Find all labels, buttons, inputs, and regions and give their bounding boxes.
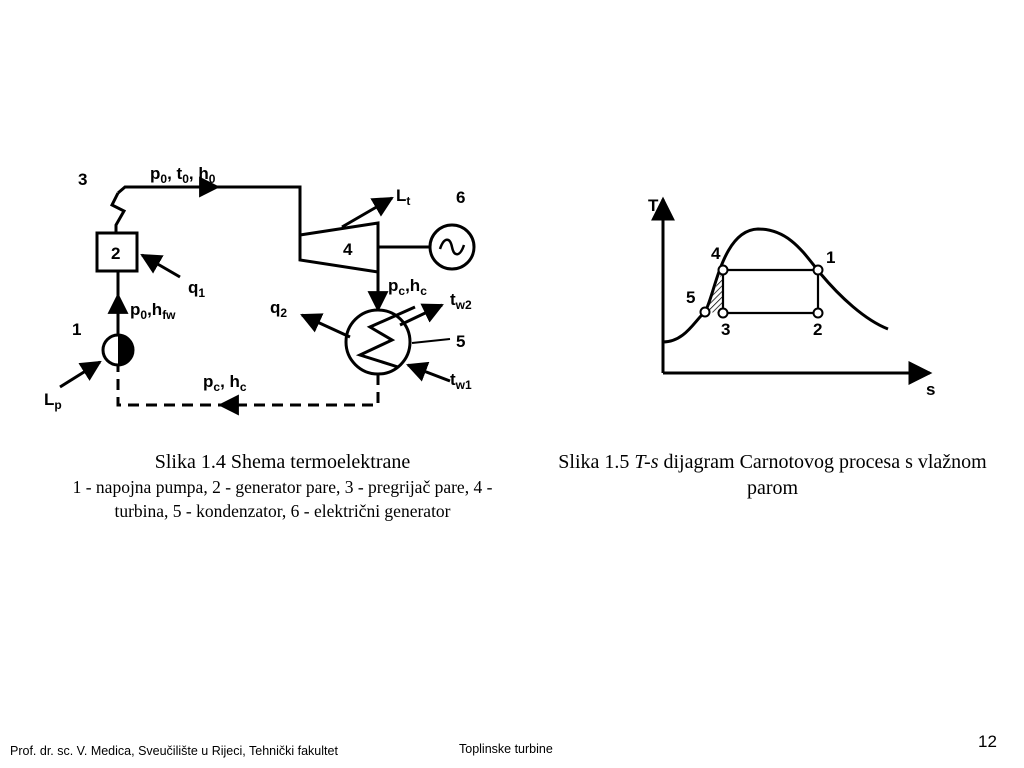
caption-figure-1-4 bbox=[45, 449, 520, 523]
carnot-cycle bbox=[723, 270, 818, 313]
point-1 bbox=[814, 266, 823, 275]
label-5: 5 bbox=[456, 332, 466, 351]
condensate-return-line bbox=[118, 365, 378, 405]
ts-diagram bbox=[630, 185, 960, 405]
point-3 bbox=[719, 309, 728, 318]
caption-legend: 1 - napojna pumpa, 2 - generator pare, 3 - pregrijač pare, 4 - turbina, 5 - kondenzator, 6 - električni generator bbox=[72, 477, 493, 521]
superheater bbox=[112, 193, 124, 233]
label-point-1: 1 bbox=[826, 248, 836, 267]
label-point-5: 5 bbox=[686, 288, 696, 307]
saturation-curve bbox=[663, 229, 888, 342]
main-steam-state-label: $p_0$, $t_0$, $h_0$ bbox=[150, 164, 216, 186]
exhaust-state-label: $p_c,h_c$ bbox=[388, 276, 427, 298]
label-point-3: 3 bbox=[721, 320, 731, 339]
hatched-preheat-region bbox=[705, 270, 723, 313]
q2-label: $q_2$ bbox=[270, 298, 288, 320]
q1-label: $q_1$ bbox=[188, 278, 206, 300]
return-state-label: $p_c$, $h_c$ bbox=[203, 372, 247, 394]
caption-title: Slika 1.5 T-s dijagram Carnotovog procesa s vlažnom parom bbox=[558, 451, 987, 499]
q2-arrow bbox=[302, 315, 350, 337]
label-1: 1 bbox=[72, 320, 82, 339]
tw1-label: $t_{w1}$ bbox=[450, 370, 472, 392]
point-4 bbox=[719, 266, 728, 275]
axis-label-s: s bbox=[926, 380, 936, 399]
pump-work-arrow bbox=[60, 362, 100, 387]
caption-figure-1-5 bbox=[545, 449, 1000, 501]
tw1-arrow bbox=[408, 365, 450, 381]
tw2-label: $t_{w2}$ bbox=[450, 290, 472, 312]
label-point-2: 2 bbox=[813, 320, 823, 339]
power-plant-scheme bbox=[30, 155, 500, 425]
footer-author: Prof. dr. sc. V. Medica, Sveučilište u Rijeci, Tehnički fakultet bbox=[10, 744, 338, 758]
condenser-5-leader bbox=[412, 339, 450, 343]
footer-course-title: Toplinske turbine bbox=[459, 742, 553, 756]
feed-state-label: $p_0,h_{fw}$ bbox=[130, 300, 176, 322]
label-3: 3 bbox=[78, 170, 88, 189]
turbine-work-arrow bbox=[342, 198, 392, 227]
label-6: 6 bbox=[456, 188, 466, 207]
label-point-4: 4 bbox=[711, 244, 721, 263]
point-2 bbox=[814, 309, 823, 318]
label-4: 4 bbox=[343, 240, 353, 259]
tw2-arrow bbox=[400, 305, 442, 325]
electric-generator bbox=[430, 225, 474, 269]
caption-title: Slika 1.4 Shema termoelektrane bbox=[154, 451, 411, 473]
turbine bbox=[300, 223, 378, 272]
steam-line bbox=[118, 187, 300, 235]
page-number: 12 bbox=[978, 732, 997, 751]
feed-pump bbox=[103, 335, 133, 365]
pump-work-label: $L_p$ bbox=[44, 390, 62, 412]
condenser bbox=[346, 307, 415, 374]
axis-label-T: T bbox=[648, 196, 659, 215]
label-2: 2 bbox=[111, 244, 121, 263]
turbine-work-label: $L_t$ bbox=[396, 186, 411, 208]
point-5 bbox=[701, 308, 710, 317]
q1-arrow bbox=[142, 255, 180, 277]
